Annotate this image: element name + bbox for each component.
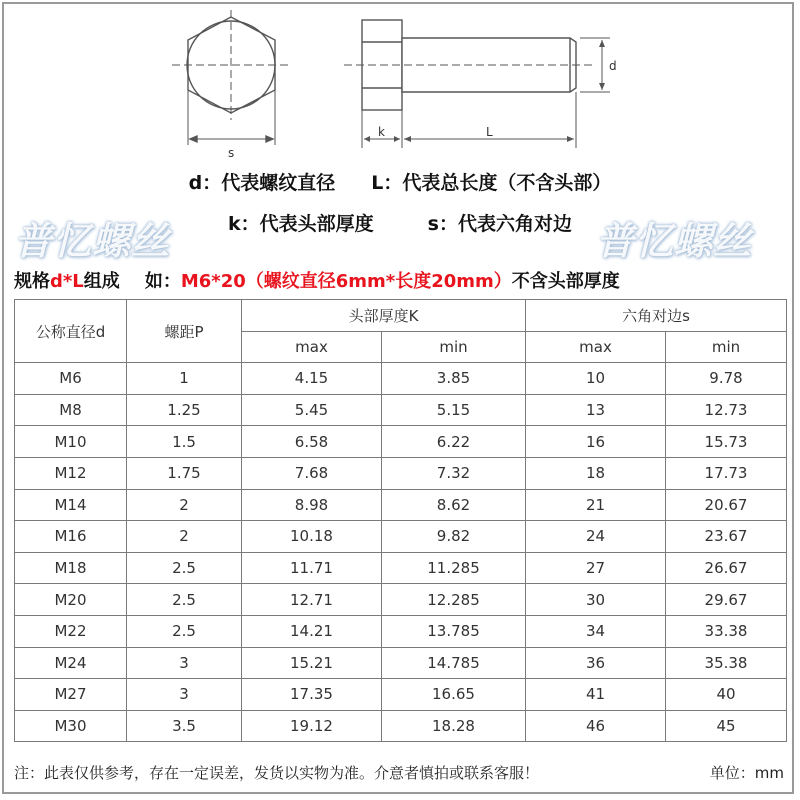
legend-k-text: 代表头部厚度 <box>259 213 374 235</box>
legend-s-text: 代表六角对边 <box>457 213 572 235</box>
cell-k-min: 18.28 <box>382 710 526 742</box>
cell-k-max: 4.15 <box>242 363 382 395</box>
cell-nominal: M27 <box>15 679 127 711</box>
cell-s-max: 30 <box>526 584 666 616</box>
cell-s-min: 9.78 <box>666 363 787 395</box>
cell-nominal: M12 <box>15 457 127 489</box>
cell-s-min: 15.73 <box>666 426 787 458</box>
cell-s-min: 29.67 <box>666 584 787 616</box>
cell-pitch: 2.5 <box>127 552 242 584</box>
header-s-min: min <box>666 331 787 363</box>
header-s-max: max <box>526 331 666 363</box>
footer <box>14 762 790 783</box>
cell-k-min: 14.785 <box>382 647 526 679</box>
cell-nominal: M14 <box>15 489 127 521</box>
cell-nominal: M6 <box>15 363 127 395</box>
bolt-drawings <box>0 0 800 165</box>
cell-s-max: 21 <box>526 489 666 521</box>
cell-k-max: 17.35 <box>242 679 382 711</box>
cell-nominal: M16 <box>15 521 127 553</box>
cell-s-min: 23.67 <box>666 521 787 553</box>
cell-k-max: 19.12 <box>242 710 382 742</box>
table-row <box>15 426 787 458</box>
cell-k-min: 16.65 <box>382 679 526 711</box>
cell-k-max: 12.71 <box>242 584 382 616</box>
cell-k-min: 11.285 <box>382 552 526 584</box>
label-d: d <box>609 59 617 73</box>
cell-pitch: 2.5 <box>127 584 242 616</box>
spec-formula: d*L <box>50 271 84 292</box>
cell-pitch: 2.5 <box>127 615 242 647</box>
cell-s-max: 10 <box>526 363 666 395</box>
cell-k-max: 10.18 <box>242 521 382 553</box>
table-row <box>15 647 787 679</box>
cell-s-min: 45 <box>666 710 787 742</box>
spec-prefix: 规格 <box>14 271 50 292</box>
footer-note: 注：此表仅供参考，存在一定误差，发货以实物为准。介意者慎拍或联系客服！ <box>14 764 540 782</box>
cell-s-min: 33.38 <box>666 615 787 647</box>
spec-suffix: 不含头部厚度 <box>511 271 620 292</box>
cell-s-max: 16 <box>526 426 666 458</box>
cell-nominal: M10 <box>15 426 127 458</box>
hex-head-front-view <box>172 10 290 145</box>
table-row <box>15 394 787 426</box>
cell-k-min: 9.82 <box>382 521 526 553</box>
table-row <box>15 363 787 395</box>
cell-k-min: 8.62 <box>382 489 526 521</box>
cell-k-min: 7.32 <box>382 457 526 489</box>
cell-s-max: 34 <box>526 615 666 647</box>
spec-line <box>14 267 794 293</box>
cell-s-min: 20.67 <box>666 489 787 521</box>
cell-pitch: 3.5 <box>127 710 242 742</box>
spec-mid: 组成 如： <box>83 271 181 292</box>
cell-k-max: 7.68 <box>242 457 382 489</box>
cell-pitch: 1.5 <box>127 426 242 458</box>
cell-s-max: 27 <box>526 552 666 584</box>
cell-nominal: M8 <box>15 394 127 426</box>
watermark-left: 普忆螺丝 <box>14 219 171 263</box>
cell-k-max: 14.21 <box>242 615 382 647</box>
header-head-thickness: 头部厚度K <box>242 300 526 332</box>
cell-k-max: 6.58 <box>242 426 382 458</box>
cell-k-max: 11.71 <box>242 552 382 584</box>
cell-pitch: 1.75 <box>127 457 242 489</box>
table-row <box>15 584 787 616</box>
cell-k-min: 5.15 <box>382 394 526 426</box>
header-pitch: 螺距P <box>127 300 242 363</box>
legend-k-key: k： <box>228 213 260 235</box>
header-hex-across-flats: 六角对边s <box>526 300 787 332</box>
table-row <box>15 615 787 647</box>
cell-s-min: 40 <box>666 679 787 711</box>
cell-s-max: 36 <box>526 647 666 679</box>
label-s: s <box>228 146 235 160</box>
spec-example: M6*20（螺纹直径6mm*长度20mm） <box>180 271 512 292</box>
cell-pitch: 2 <box>127 521 242 553</box>
cell-k-min: 12.285 <box>382 584 526 616</box>
legend-L-key: L： <box>371 172 403 194</box>
cell-s-min: 17.73 <box>666 457 787 489</box>
header-nominal-diameter: 公称直径d <box>15 300 127 363</box>
legend-L-text: 代表总长度（不含头部） <box>402 172 612 194</box>
table-body <box>15 363 787 742</box>
cell-k-min: 6.22 <box>382 426 526 458</box>
table-row <box>15 679 787 711</box>
table-row <box>15 710 787 742</box>
header-k-max: max <box>242 331 382 363</box>
table-row <box>15 552 787 584</box>
cell-s-max: 41 <box>526 679 666 711</box>
cell-k-max: 5.45 <box>242 394 382 426</box>
label-k: k <box>378 125 385 139</box>
table-row <box>15 521 787 553</box>
cell-pitch: 1 <box>127 363 242 395</box>
cell-s-max: 46 <box>526 710 666 742</box>
cell-pitch: 2 <box>127 489 242 521</box>
bolt-spec-table <box>14 299 787 742</box>
label-L: L <box>486 125 493 139</box>
legend-line-1 <box>0 168 800 195</box>
cell-nominal: M22 <box>15 615 127 647</box>
cell-k-min: 3.85 <box>382 363 526 395</box>
cell-s-min: 12.73 <box>666 394 787 426</box>
legend-d-text: 代表螺纹直径 <box>221 172 336 194</box>
cell-nominal: M20 <box>15 584 127 616</box>
cell-s-max: 18 <box>526 457 666 489</box>
cell-pitch: 3 <box>127 679 242 711</box>
table-row <box>15 489 787 521</box>
cell-nominal: M30 <box>15 710 127 742</box>
cell-nominal: M24 <box>15 647 127 679</box>
table-row <box>15 457 787 489</box>
footer-unit: 单位：mm <box>709 764 784 782</box>
cell-nominal: M18 <box>15 552 127 584</box>
cell-s-min: 35.38 <box>666 647 787 679</box>
cell-s-min: 26.67 <box>666 552 787 584</box>
watermark-right: 普忆螺丝 <box>596 219 753 263</box>
cell-s-max: 13 <box>526 394 666 426</box>
legend-d-key: d： <box>188 172 222 194</box>
cell-s-max: 24 <box>526 521 666 553</box>
cell-k-max: 15.21 <box>242 647 382 679</box>
legend-s-key: s： <box>427 213 458 235</box>
cell-pitch: 3 <box>127 647 242 679</box>
cell-k-min: 13.785 <box>382 615 526 647</box>
header-k-min: min <box>382 331 526 363</box>
cell-pitch: 1.25 <box>127 394 242 426</box>
cell-k-max: 8.98 <box>242 489 382 521</box>
